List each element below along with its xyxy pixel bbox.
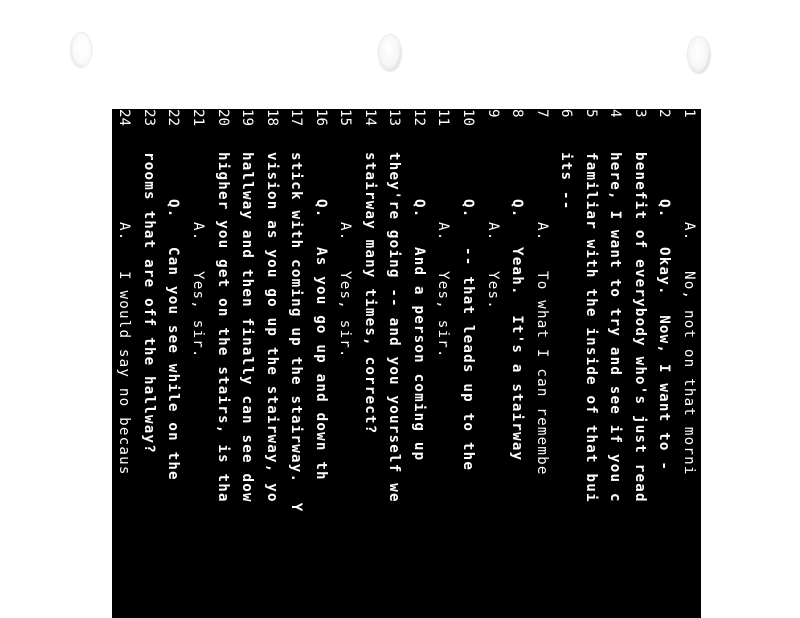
line-text: Yes, sir. — [435, 271, 452, 359]
speaker-label: Q. — [460, 199, 477, 219]
line-number: 8 — [509, 109, 526, 118]
speaker-label: A. — [190, 222, 206, 242]
line-number: 9 — [484, 109, 501, 118]
punch-hole-right — [688, 37, 710, 73]
line-text: its -- — [558, 152, 575, 211]
line-number: 14 — [361, 109, 378, 127]
line-text: Yes, sir. — [337, 271, 354, 359]
punch-hole-middle — [379, 35, 401, 71]
line-text: hallway and then finally can see dow — [239, 152, 256, 503]
line-text: I would say no becaus — [116, 271, 133, 476]
speaker-label: A. — [681, 222, 697, 242]
line-text: stairway many times, correct? — [361, 152, 378, 435]
line-number: 5 — [582, 109, 599, 118]
line-text: Yes. — [484, 271, 501, 310]
line-text: vision as you go up the stairway, yo — [263, 152, 280, 503]
transcript-panel — [112, 109, 701, 618]
speaker-label: Q. — [410, 199, 427, 219]
line-number: 21 — [190, 109, 206, 127]
punch-hole-left — [71, 33, 91, 67]
speaker-label: A. — [116, 222, 133, 242]
line-text: To what I can remembe — [533, 271, 550, 476]
line-number: 12 — [410, 109, 427, 127]
speaker-label: A. — [533, 222, 550, 242]
line-text: As you go up and down th — [312, 247, 329, 481]
line-number: 15 — [337, 109, 354, 127]
line-text: they're going -- and you yourself we — [386, 152, 403, 503]
line-number: 2 — [656, 109, 673, 118]
line-number: 4 — [607, 109, 624, 118]
line-text: -- that leads up to the — [460, 247, 477, 472]
line-text: rooms that are off the hallway? — [140, 152, 157, 454]
line-number: 18 — [263, 109, 280, 127]
line-number: 19 — [239, 109, 256, 127]
line-number: 22 — [165, 109, 182, 127]
line-text: Yeah. It's a stairway — [509, 247, 526, 462]
speaker-label: Q. — [312, 199, 329, 219]
speaker-label: A. — [337, 222, 354, 242]
speaker-label: A. — [484, 222, 501, 242]
line-number: 24 — [116, 109, 133, 127]
speaker-label: Q. — [165, 199, 182, 219]
line-text: Yes, sir. — [190, 271, 206, 359]
line-number: 3 — [631, 109, 648, 118]
line-text: No, not on that morni — [681, 271, 697, 476]
line-number: 10 — [460, 109, 477, 127]
line-number: 1 — [681, 109, 697, 118]
speaker-label: Q. — [656, 199, 673, 219]
line-number: 13 — [386, 109, 403, 127]
line-number: 16 — [312, 109, 329, 127]
line-number: 11 — [435, 109, 452, 127]
line-text: higher you get on the stairs, is tha — [214, 152, 231, 503]
transcript-lines — [112, 109, 701, 618]
line-text: Can you see while on the — [165, 247, 182, 481]
line-number: 20 — [214, 109, 231, 127]
speaker-label: Q. — [509, 199, 526, 219]
line-text: here, I want to try and see if you c — [607, 152, 624, 503]
line-text: benefit of everybody who's just read — [631, 152, 648, 503]
line-text: And a person coming up — [410, 247, 427, 462]
line-number: 17 — [288, 109, 305, 127]
line-number: 6 — [558, 109, 575, 118]
speaker-label: A. — [435, 222, 452, 242]
line-number: 7 — [533, 109, 550, 118]
line-text: familiar with the inside of that bui — [582, 152, 599, 503]
line-text: Okay. Now, I want to - — [656, 247, 673, 472]
line-number: 23 — [140, 109, 157, 127]
line-text: stick with coming up the stairway. Y — [288, 152, 305, 513]
